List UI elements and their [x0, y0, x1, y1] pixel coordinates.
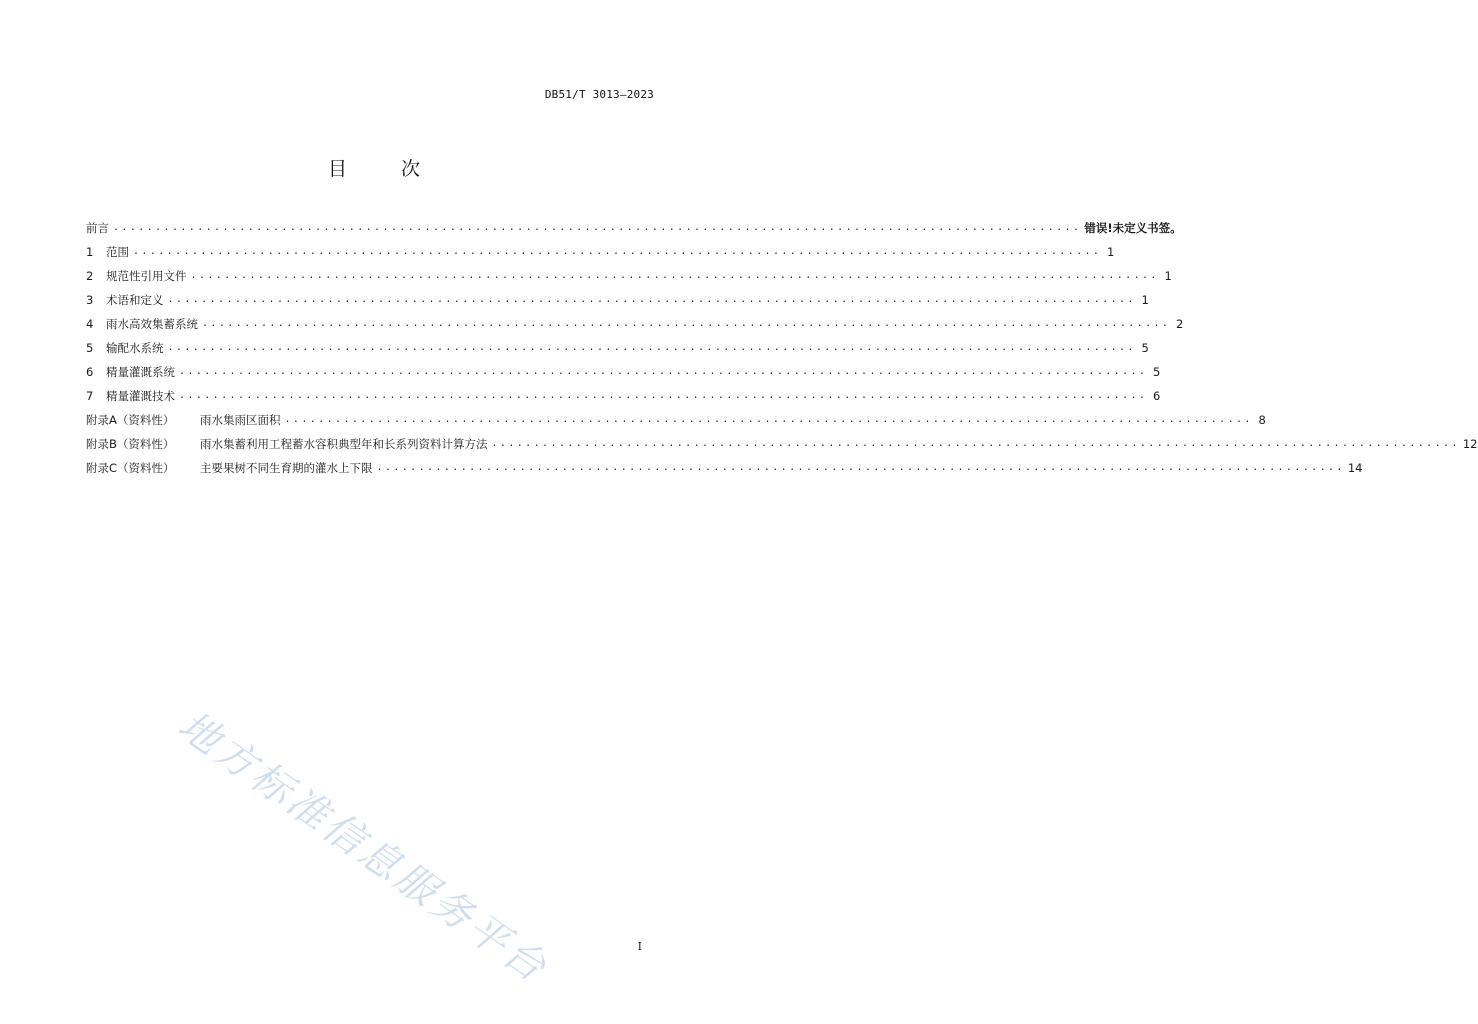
toc-leader-dots: ................................................................................................................... [179, 390, 1148, 401]
toc-leader-dots: ................................................................................................................... [133, 246, 1102, 257]
toc-entry-foreword[interactable] [86, 216, 1182, 240]
toc-entry-label: 主要果树不同生育期的灌水上下限 [200, 461, 373, 475]
toc-appendix-tag: 附录C（资料性） [86, 461, 175, 475]
toc-leader-dots: ................................................................................................................... [190, 270, 1159, 281]
table-of-contents [86, 216, 1478, 480]
toc-entry-5[interactable] [86, 336, 1149, 360]
toc-entry-label: 规范性引用文件 [106, 269, 187, 283]
toc-leader-dots: ................................................................................................................... [202, 318, 1171, 329]
toc-entry-label: 范围 [106, 245, 129, 259]
toc-appendix-tag: 附录B（资料性） [86, 437, 175, 451]
toc-entry-appendix-b[interactable] [86, 432, 1478, 456]
toc-entry-label: 雨水高效集蓄系统 [106, 317, 198, 331]
toc-entry-number: 4 [86, 317, 94, 331]
toc-entry-label: 雨水集蓄利用工程蓄水容积典型年和长系列资料计算方法 [200, 437, 488, 451]
toc-entry-page: 1 [1164, 269, 1172, 283]
toc-entry-page: 错误!未定义书签。 [1084, 221, 1182, 235]
toc-entry-label: 精量灌溉系统 [106, 365, 175, 379]
toc-title: 目 次 [327, 158, 445, 180]
toc-entry-page: 1 [1107, 245, 1115, 259]
toc-entry-page: 6 [1153, 389, 1161, 403]
watermark: 地方标准信息服务平台 [169, 702, 557, 993]
toc-entry-number: 3 [86, 293, 94, 307]
toc-leader-dots: ................................................................................................................... [284, 414, 1253, 425]
toc-leader-dots: ................................................................................................................... [113, 222, 1082, 233]
toc-entry-label: 雨水集雨区面积 [200, 413, 281, 427]
toc-entry-label: 输配水系统 [106, 341, 164, 355]
toc-entry-3[interactable] [86, 288, 1149, 312]
standard-code: DB51/T 3013—2023 [544, 88, 654, 101]
toc-entry-1[interactable] [86, 240, 1115, 264]
toc-entry-2[interactable] [86, 264, 1172, 288]
page-number: I [637, 940, 642, 953]
toc-leader-dots: ................................................................................................................... [167, 294, 1136, 305]
toc-entry-appendix-c[interactable] [86, 456, 1363, 480]
toc-leader-dots: ................................................................................................................... [376, 462, 1345, 473]
toc-entry-page: 12 [1462, 437, 1478, 451]
toc-entry-number: 5 [86, 341, 94, 355]
toc-leader-dots: ................................................................................................................... [179, 366, 1148, 377]
toc-entry-page: 14 [1347, 461, 1363, 475]
toc-entry-label: 术语和定义 [106, 293, 164, 307]
toc-entry-page: 8 [1258, 413, 1266, 427]
toc-entry-appendix-a[interactable] [86, 408, 1266, 432]
toc-entry-7[interactable] [86, 384, 1161, 408]
toc-leader-dots: ................................................................................................................... [491, 438, 1460, 449]
toc-entry-label: 前言 [86, 221, 109, 235]
toc-appendix-tag: 附录A（资料性） [86, 413, 175, 427]
toc-entry-page: 5 [1141, 341, 1149, 355]
toc-entry-number: 6 [86, 365, 94, 379]
toc-entry-number: 7 [86, 389, 94, 403]
toc-entry-4[interactable] [86, 312, 1184, 336]
toc-leader-dots: ................................................................................................................... [167, 342, 1136, 353]
toc-entry-page: 2 [1176, 317, 1184, 331]
toc-entry-number: 1 [86, 245, 94, 259]
toc-entry-label: 精量灌溉技术 [106, 389, 175, 403]
toc-entry-page: 5 [1153, 365, 1161, 379]
toc-entry-number: 2 [86, 269, 94, 283]
toc-entry-6[interactable] [86, 360, 1161, 384]
toc-entry-page: 1 [1141, 293, 1149, 307]
